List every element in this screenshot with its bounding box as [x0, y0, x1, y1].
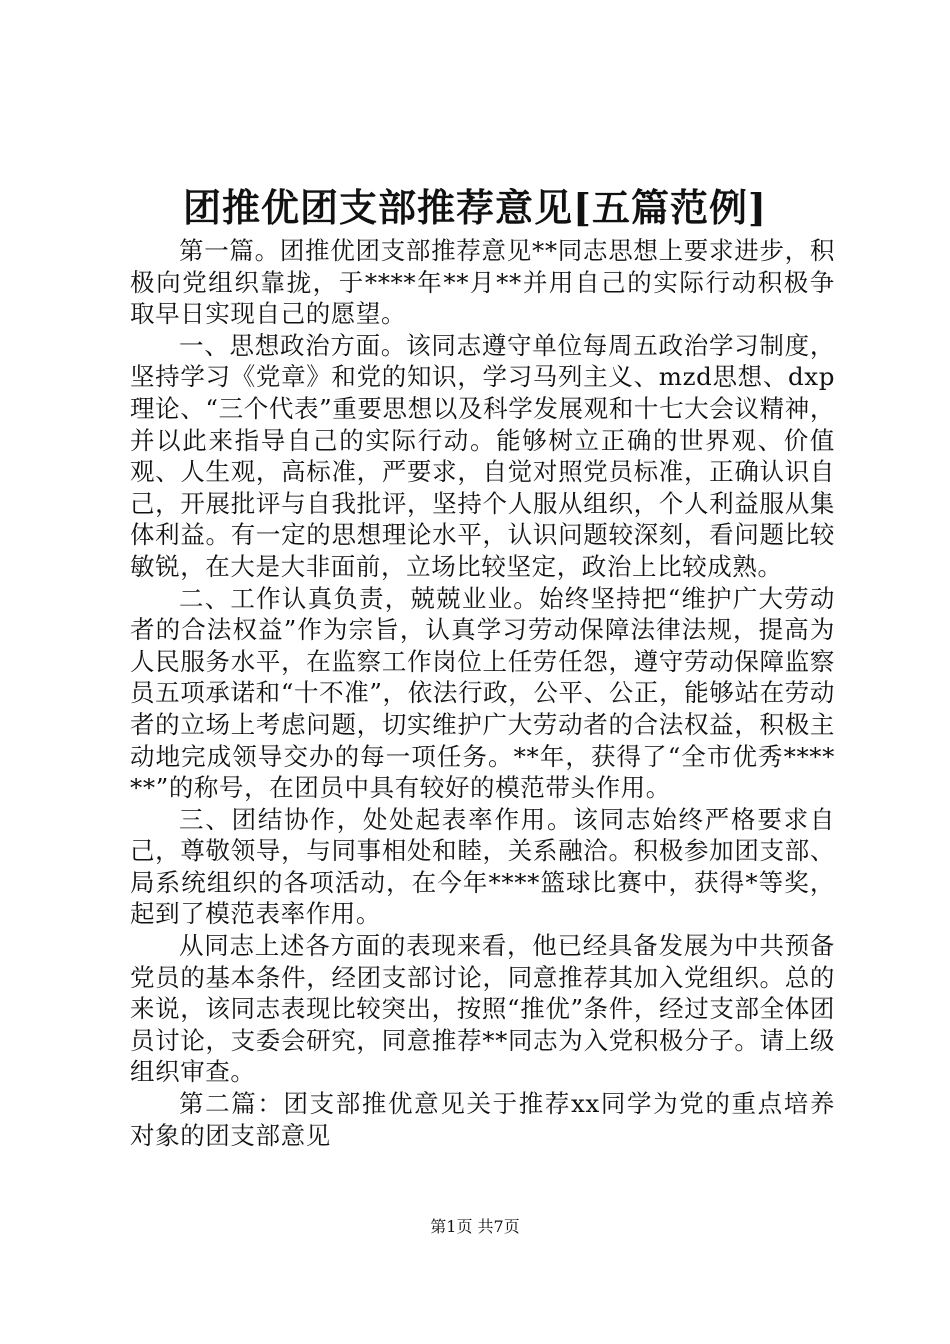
document-body: [130, 235, 835, 1151]
paragraph-political: 一、思想政治方面。该同志遵守单位每周五政治学习制度，坚持学习《党章》和党的知识，学习马列主义、mzd思想、dxp理论、“三个代表”重要思想以及科学发展观和十七大会议精神，并以此来指导自己的实际行动。能够树立正确的世界观、价值观、人生观，高标准，严要求，自觉对照党员标准，正确认识自己，开展批评与自我批评，坚持个人服从组织，个人利益服从集体利益。有一定的思想理论水平，认识问题较深刻，看问题比较敏锐，在大是大非面前，立场比较坚定，政治上比较成熟。: [130, 330, 835, 581]
paragraph-intro: 第一篇。团推优团支部推荐意见**同志思想上要求进步，积极向党组织靠拢，于****年**月**并用自己的实际行动积极争取早日实现自己的愿望。: [130, 236, 835, 329]
document-title: 团推优团支部推荐意见[五篇范例]: [183, 185, 767, 230]
paragraph-work: 二、工作认真负责，兢兢业业。始终坚持把“维护广大劳动者的合法权益”作为宗旨，认真学习劳动保障法律法规，提高为人民服务水平，在监察工作岗位上任劳任怨，遵守劳动保障监察员五项承诺和“十不准”，依法行政，公平、公正，能够站在劳动者的立场上考虑问题，切实维护广大劳动者的合法权益，积极主动地完成领导交办的每一项任务。**年，获得了“全市优秀******”的称号，在团员中具有较好的模范带头作用。: [130, 583, 835, 803]
paragraph-teamwork: 三、团结协作，处处起表率作用。该同志始终严格要求自己，尊敬领导，与同事相处和睦，关系融洽。积极参加团支部、局系统组织的各项活动，在今年****篮球比赛中，获得*等奖，起到了模范表率作用。: [130, 804, 835, 929]
paragraph-second-section: 第二篇：团支部推优意见关于推荐xx同学为党的重点培养对象的团支部意见: [130, 1089, 835, 1150]
paragraph-conclusion: 从同志上述各方面的表现来看，他已经具备发展为中共预备党员的基本条件，经团支部讨论，同意推荐其加入党组织。总的来说，该同志表现比较突出，按照“推优”条件，经过支部全体团员讨论，支委会研究，同意推荐**同志为入党积极分子。请上级组织审查。: [130, 931, 835, 1087]
page-indicator: 第1页 共7页: [430, 1217, 520, 1236]
